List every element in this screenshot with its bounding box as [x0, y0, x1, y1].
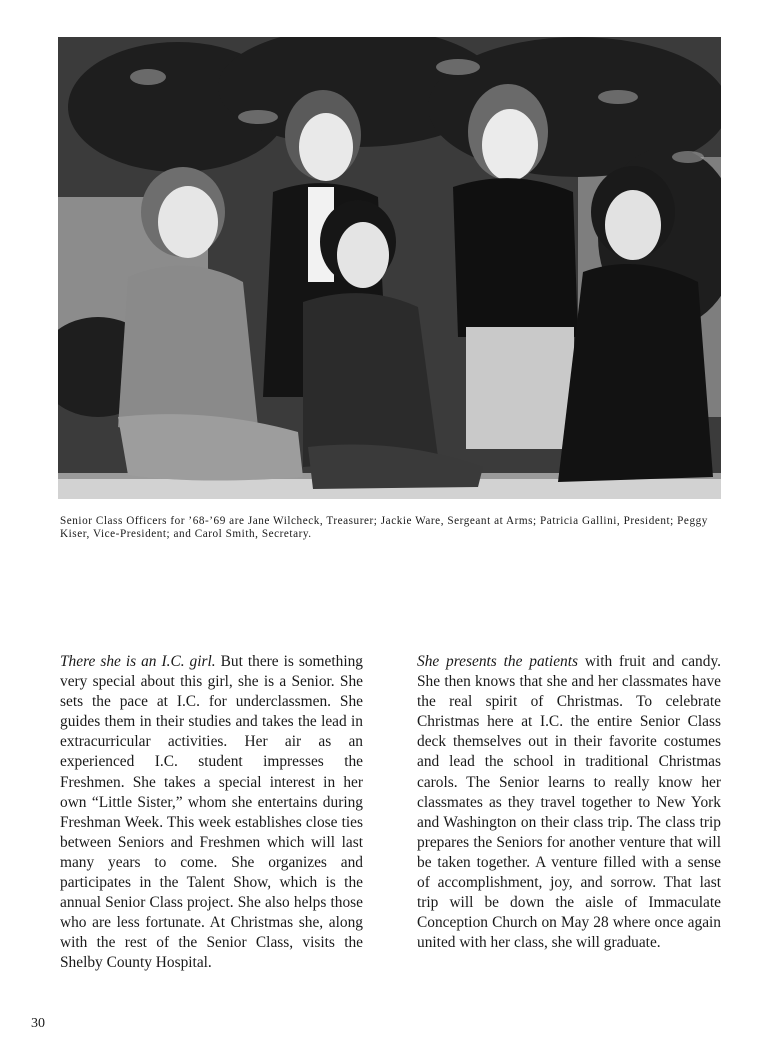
column-left-lead: There she is an I.C. girl.: [60, 653, 216, 670]
column-left-text: But there is something very special about this girl, she is a Senior. She sets the pace at I.C. for underclassmen. She guides them in their studies and takes the lead in extracurricular activities. Her air as an experienced I.C. student impresses the Freshmen. She takes a special interest in her own “Little Sister,” whom she entertains during Freshman Week. This week establishes close ties between Seniors and Freshmen which will last many years to come. She organizes and participates in the Talent Show, which is the annual Senior Class project. She also helps those who are less fortunate. At Christmas she, along with the rest of the Senior Class, visits the Shelby County Hospital.: [60, 653, 363, 972]
article-column-left: [60, 652, 363, 974]
photo-caption: Senior Class Officers for ’68-’69 are Jane Wilcheck, Treasurer; Jackie Ware, Sergeant at Arms; Patricia Gallini, President; Peggy Kiser, Vice-President; and Carol Smith, Secretary.: [60, 515, 708, 540]
column-right-text: with fruit and candy. She then knows that she and her classmates have the real spirit of Christmas. To celebrate Christmas here at I.C. the entire Senior Class deck themselves out in their favorite costumes and lead the school in traditional Christmas carols. The Senior learns to really know her classmates as they travel together to New York and Washington on their class trip. The class trip prepares the Seniors for another venture that will be taken together. A venture filled with a sense of accomplishment, joy, and sorrow. That last trip will be down the aisle of Immaculate Conception Church on May 28 where once again united with her class, she will graduate.: [417, 653, 721, 952]
page-number: 30: [31, 1016, 45, 1031]
article-column-right: [417, 652, 721, 953]
class-officers-photo: [58, 37, 721, 499]
column-right-lead: She presents the patients: [417, 653, 578, 670]
